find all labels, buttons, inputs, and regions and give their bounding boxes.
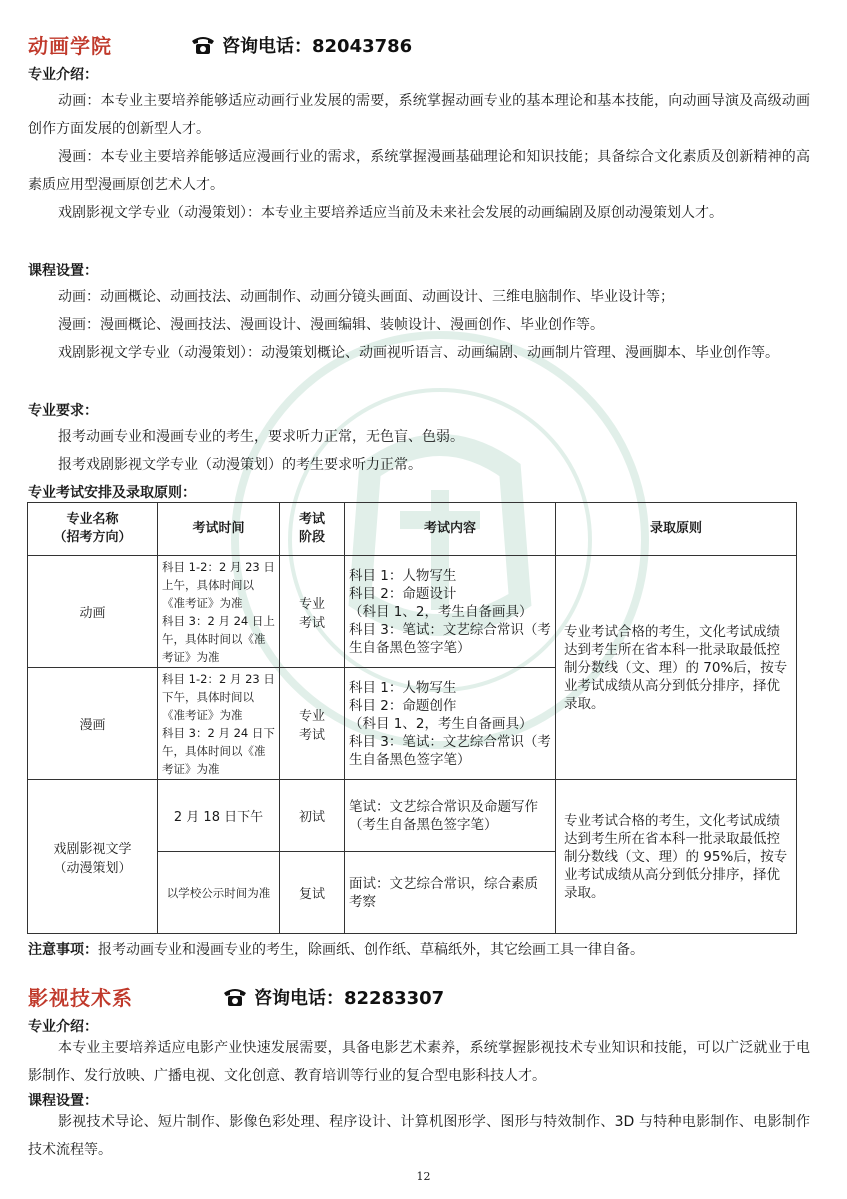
cell-time: 以学校公示时间为准 <box>158 852 280 934</box>
cell-content: 面试：文艺综合常识，综合素质考察 <box>345 852 556 934</box>
header-time: 考试时间 <box>158 503 280 556</box>
header-admission: 录取原则 <box>556 503 797 556</box>
dept1-header <box>28 29 112 59</box>
note <box>28 940 644 960</box>
header-major: 专业名称 （招考方向） <box>28 503 158 556</box>
note-label: 注意事项： <box>28 942 98 958</box>
table-row <box>28 780 797 852</box>
dept2-title: 影视技术系 <box>28 985 133 1010</box>
cell-content: 笔试：文艺综合常识及命题写作（考生自备黑色签字笔） <box>345 780 556 852</box>
dept1-title: 动画学院 <box>28 33 112 58</box>
cell-stage: 初试 <box>280 780 345 852</box>
cell-admission: 专业考试合格的考生，文化考试成绩达到考生所在省本科一批录取最低控制分数线（文、理）的 95%后，按专业考试成绩从高分到低分排序，择优录取。 <box>556 780 797 934</box>
telephone-icon <box>222 986 248 1008</box>
header-content: 考试内容 <box>345 503 556 556</box>
dept2-phone-text: 咨询电话：82283307 <box>254 988 445 1009</box>
cell-time: 科目 1-2：2 月 23 日上午，具体时间以《准考证》为准 科目 3：2 月 24 日上午，具体时间以《准考证》为准 <box>158 556 280 668</box>
table-header-row <box>28 503 797 556</box>
header-stage: 考试 阶段 <box>280 503 345 556</box>
cell-stage: 复试 <box>280 852 345 934</box>
req-1: 报考动画专业和漫画专业的考生，要求听力正常，无色盲、色弱。 <box>58 429 464 445</box>
telephone-icon <box>190 34 216 56</box>
req-2: 报考戏剧影视文学专业（动漫策划）的考生要求听力正常。 <box>58 457 422 473</box>
dept2-courses: 影视技术导论、短片制作、影像色彩处理、程序设计、计算机图形学、图形与特效制作、3D 与特种电影制作、电影制作技术流程等。 <box>28 1114 810 1158</box>
dept2-intro: 本专业主要培养适应电影产业快速发展需要，具备电影艺术素养，系统掌握影视技术专业知识和技能，可以广泛就业于电影制作、发行放映、广播电视、文化创意、教育培训等行业的复合型电影科技人才。 <box>28 1040 810 1084</box>
cell-time: 科目 1-2：2 月 23 日下午，具体时间以《准考证》为准 科目 3：2 月 24 日下午，具体时间以《准考证》为准 <box>158 668 280 780</box>
cell-major: 戏剧影视文学 （动漫策划） <box>28 780 158 934</box>
exam-table <box>27 502 797 934</box>
cell-major: 漫画 <box>28 668 158 780</box>
cell-stage: 专业 考试 <box>280 668 345 780</box>
note-text: 报考动画专业和漫画专业的考生，除画纸、创作纸、草稿纸外，其它绘画工具一律自备。 <box>98 942 644 958</box>
cell-admission: 专业考试合格的考生，文化考试成绩达到考生所在省本科一批录取最低控制分数线（文、理）的 70%后，按专业考试成绩从高分到低分排序，择优录取。 <box>556 556 797 780</box>
course-animation: 动画：动画概论、动画技法、动画制作、动画分镜头画面、动画设计、三维电脑制作、毕业设计等； <box>58 289 674 305</box>
cell-stage: 专业 考试 <box>280 556 345 668</box>
dept1-exam-heading: 专业考试安排及录取原则： <box>28 485 196 501</box>
dept1-req-heading: 专业要求： <box>28 403 98 419</box>
intro-drama: 戏剧影视文学专业（动漫策划）：本专业主要培养适应当前及未来社会发展的动画编剧及原创动漫策划人才。 <box>58 205 723 221</box>
dept1-intro-heading: 专业介绍： <box>28 67 98 83</box>
dept2-course-heading: 课程设置： <box>28 1093 98 1109</box>
dept1-course-heading: 课程设置： <box>28 263 98 279</box>
cell-content: 科目 1：人物写生 科目 2：命题设计 （科目 1、2，考生自备画具） 科目 3：笔试：文艺综合常识（考生自备黑色签字笔） <box>345 556 556 668</box>
dept2-header <box>28 981 133 1011</box>
dept2-phone <box>222 984 444 1010</box>
course-drama: 戏剧影视文学专业（动漫策划）：动漫策划概论、动画视听语言、动画编剧、动画制片管理、漫画脚本、毕业创作等。 <box>58 345 779 361</box>
table-row <box>28 556 797 668</box>
cell-time: 2 月 18 日下午 <box>158 780 280 852</box>
course-comics: 漫画：漫画概论、漫画技法、漫画设计、漫画编辑、装帧设计、漫画创作、毕业创作等。 <box>58 317 604 333</box>
intro-animation: 动画：本专业主要培养能够适应动画行业发展的需要，系统掌握动画专业的基本理论和基本技能，向动画导演及高级动画创作方面发展的创新型人才。 <box>28 93 810 137</box>
cell-content: 科目 1：人物写生 科目 2：命题创作 （科目 1、2，考生自备画具） 科目 3：笔试：文艺综合常识（考生自备黑色签字笔） <box>345 668 556 780</box>
intro-comics: 漫画：本专业主要培养能够适应漫画行业的需求，系统掌握漫画基础理论和知识技能；具备综合文化素质及创新精神的高素质应用型漫画原创艺术人才。 <box>28 149 810 193</box>
dept1-phone <box>190 32 412 58</box>
cell-major: 动画 <box>28 556 158 668</box>
page-number: 12 <box>416 1170 431 1183</box>
dept2-intro-heading: 专业介绍： <box>28 1019 98 1035</box>
dept1-phone-text: 咨询电话：82043786 <box>222 36 413 57</box>
